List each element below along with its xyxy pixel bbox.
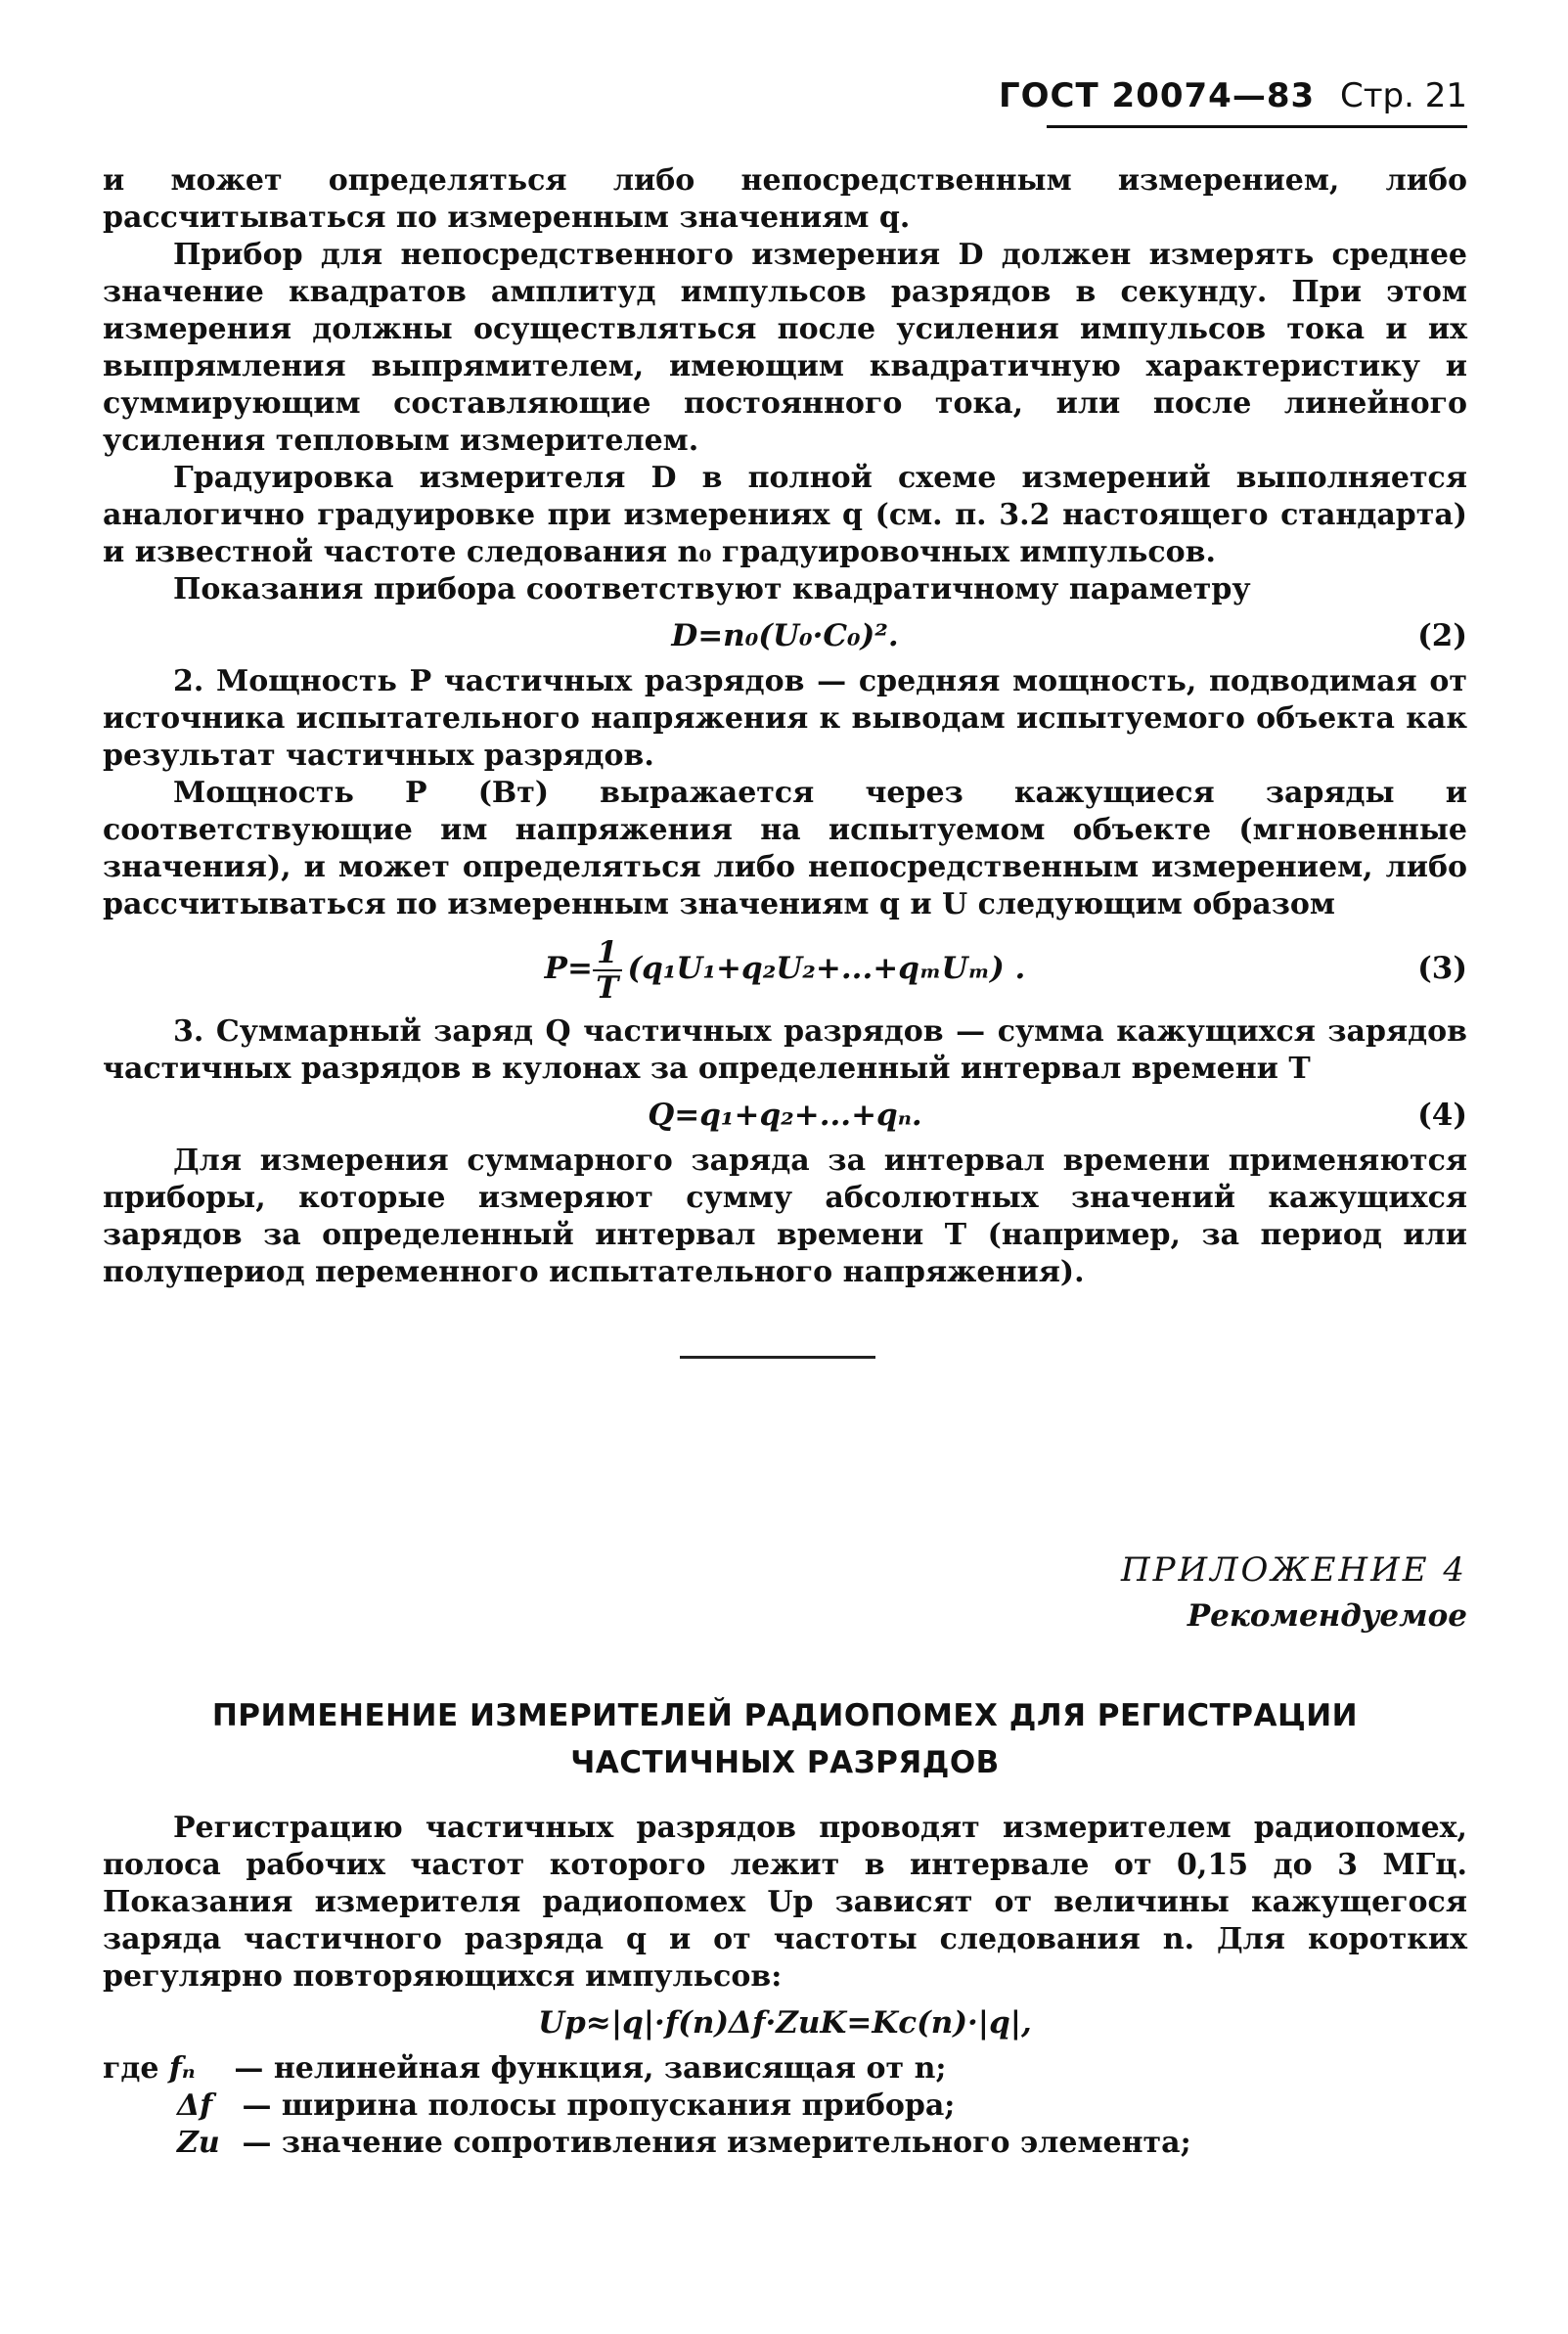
formula-lhs: P=	[544, 951, 593, 986]
formula-2	[103, 614, 1467, 657]
formula-rhs: (q₁U₁+q₂U₂+...+qₘUₘ) .	[627, 951, 1026, 986]
formula-number: (3)	[1417, 951, 1467, 986]
formula-4	[103, 1094, 1467, 1137]
where-definition: — нелинейная функция, зависящая от n;	[234, 2051, 947, 2086]
where-symbol: fₙ	[168, 2051, 196, 2086]
paragraph: и может определяться либо непосредственным измерением, либо рассчитываться по измеренным значениям q.	[103, 163, 1467, 235]
formula-number: (4)	[1417, 1098, 1467, 1133]
where-definition: — ширина полосы пропускания прибора;	[242, 2088, 956, 2123]
paragraph: Регистрацию частичных разрядов проводят измерителем радиопомех, полоса рабочих частот которого лежит в интервале от 0,15 до 3 МГц. Показания измерителя радиопомех Uр зависят от величины кажущегося заряда частичного разряда q и от частоты следования n. Для коротких регулярно повторяющихся импульсов:	[103, 1811, 1467, 1994]
where-symbol: Zи	[177, 2126, 220, 2160]
appendix-text	[103, 1810, 1467, 2162]
fraction-denominator: T	[596, 969, 619, 1006]
page-header	[999, 76, 1467, 115]
formula-expression: D=n₀(U₀·C₀)².	[671, 618, 899, 653]
fraction-numerator: 1	[593, 936, 622, 971]
formula-expression: Q=q₁+q₂+...+qₙ.	[648, 1098, 922, 1133]
appendix-label: ПРИЛОЖЕНИЕ 4	[1120, 1550, 1467, 1590]
where-definition: — значение сопротивления измерительного элемента;	[242, 2126, 1191, 2160]
where-item	[103, 2087, 1467, 2125]
section-title-line: ЧАСТИЧНЫХ РАЗРЯДОВ	[570, 1745, 1000, 1780]
main-text	[103, 162, 1467, 1291]
paragraph: Для измерения суммарного заряда за интервал времени применяются приборы, которые измеряют сумму абсолютных значений кажущихся зарядов за определенный интервал времени T (например, за период или полупериод переменного испытательного напряжения).	[103, 1144, 1467, 1289]
page-number: Стр. 21	[1339, 76, 1467, 115]
section-title-line: ПРИМЕНЕНИЕ ИЗМЕРИТЕЛЕЙ РАДИОПОМЕХ ДЛЯ РЕГИСТРАЦИИ	[211, 1698, 1359, 1733]
paragraph: 2. Мощность P частичных разрядов — средняя мощность, подводимая от источника испытательного напряжения к выводам испытуемого объекта как результат частичных разрядов.	[103, 664, 1467, 773]
formula-3	[103, 929, 1467, 1008]
where-list	[103, 2050, 1467, 2162]
where-item	[103, 2125, 1467, 2162]
where-symbol: Δf	[177, 2088, 213, 2123]
section-title	[103, 1692, 1467, 1786]
where-item	[103, 2050, 1467, 2087]
appendix-status: Рекомендуемое	[1187, 1598, 1467, 1634]
section-separator	[680, 1356, 875, 1359]
paragraph: Градуировка измерителя D в полной схеме измерений выполняется аналогично градуировке при измерениях q (см. п. 3.2 настоящего стандарта) и известной частоте следования n₀ градуировочных импульсов.	[103, 461, 1467, 569]
where-lead: где	[103, 2051, 159, 2086]
header-rule	[1047, 125, 1467, 128]
formula-number: (2)	[1417, 618, 1467, 653]
paragraph: Мощность P (Вт) выражается через кажущиеся заряды и соответствующие им напряжения на испытуемом объекте (мгновенные значения), и может определяться либо непосредственным измерением, либо рассчитываться по измеренным значениям q и U следующим образом	[103, 776, 1467, 921]
standard-number: ГОСТ 20074—83	[998, 76, 1316, 115]
paragraph: 3. Суммарный заряд Q частичных разрядов — сумма кажущихся зарядов частичных разрядов в кулонах за определенный интервал времени T	[103, 1014, 1467, 1086]
paragraph: Показания прибора соответствуют квадратичному параметру	[173, 572, 1251, 606]
formula-expression: Uр≈|q|·f(n)Δf·ZиK=Kс(n)·|q|,	[538, 2005, 1032, 2041]
formula-5	[103, 2001, 1467, 2044]
formula-expression	[103, 929, 1467, 1008]
paragraph: Прибор для непосредственного измерения D должен измерять среднее значение квадратов амплитуд импульсов разрядов в секунду. При этом измерения должны осуществляться после усиления импульсов тока и их выпрямления выпрямителем, имеющим квадратичную характеристику и суммирующим составляющие постоянного тока, или после линейного усиления тепловым измерителем.	[103, 238, 1467, 458]
appendix-heading	[1121, 1546, 1467, 1638]
fraction	[593, 936, 622, 1005]
